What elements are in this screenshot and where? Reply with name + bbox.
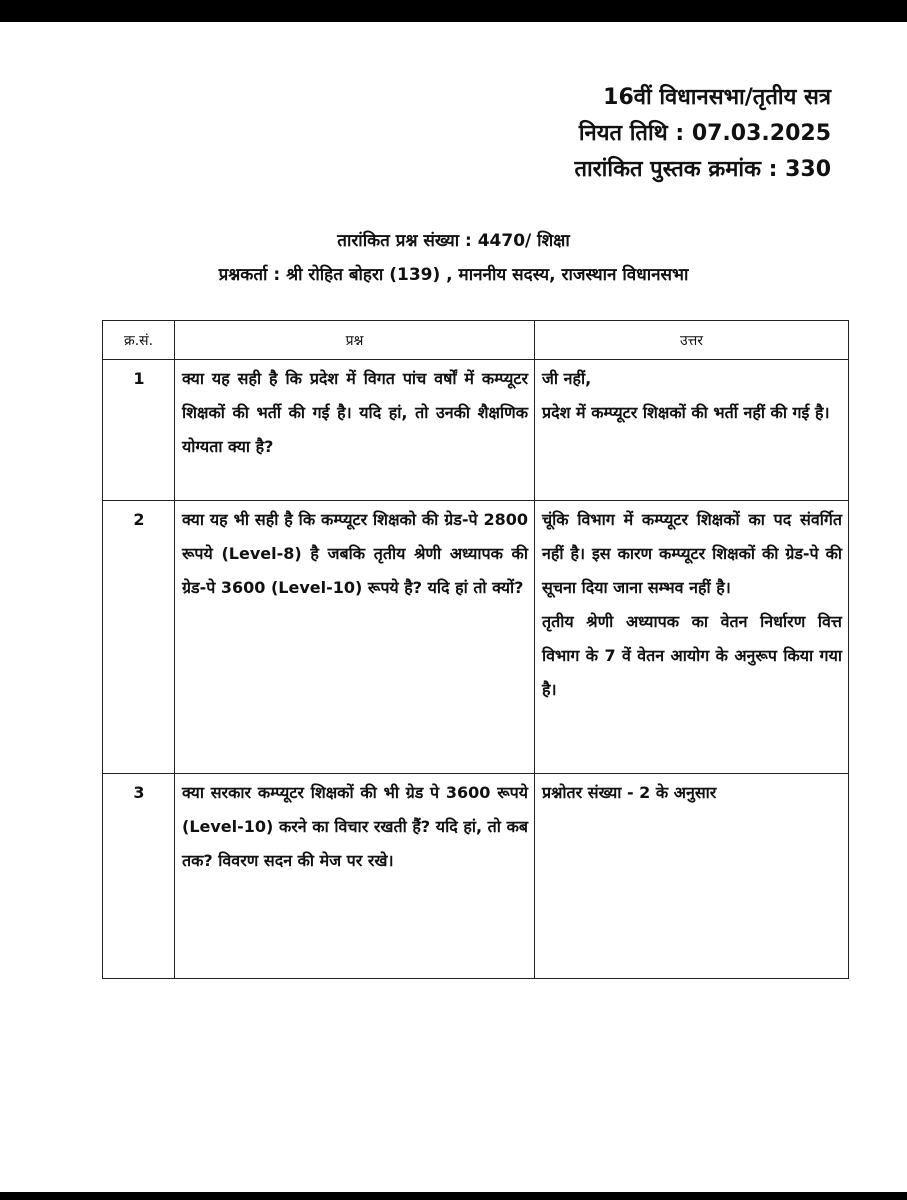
answer-line: प्रश्नोतर संख्या - 2 के अनुसार — [542, 783, 717, 802]
answer-line: प्रदेश में कम्प्यूटर शिक्षकों की भर्ती नहीं की गई है। — [542, 403, 830, 422]
answer-cell — [535, 360, 849, 501]
document-header — [574, 80, 831, 188]
answer-line: चूंकि विभाग में कम्प्यूटर शिक्षकों का पद संवर्गित नहीं है। इस कारण कम्प्यूटर शिक्षकों की ग्रेड-पे की सूचना दिया जाना सम्भव नहीं है। — [542, 510, 842, 597]
top-border — [0, 0, 907, 22]
header-answer: उत्तर — [535, 321, 849, 360]
question-answer-table — [102, 320, 849, 979]
scheduled-date: नियत तिथि : 07.03.2025 — [578, 121, 831, 146]
table-row — [103, 360, 849, 501]
answer-cell — [535, 774, 849, 979]
question-cell: क्या यह भी सही है कि कम्प्यूटर शिक्षको की ग्रेड-पे 2800 रूपये (Level-8) है जबकि तृतीय श्रेणी अध्यापक की ग्रेड-पे 3600 (Level-10) रूपये है? यदि हां तो क्यों? — [175, 501, 535, 774]
question-title: तारांकित प्रश्न संख्या : 4470/ शिक्षा — [337, 231, 570, 251]
header-question: प्रश्न — [175, 321, 535, 360]
row-number: 2 — [103, 501, 175, 774]
answer-line: जी नहीं, — [542, 369, 592, 388]
table-header-row — [103, 321, 849, 360]
row-number: 1 — [103, 360, 175, 501]
question-cell: क्या यह सही है कि प्रदेश में विगत पांच वर्षों में कम्प्यूटर शिक्षकों की भर्ती की गई है। यदि हां, तो उनकी शैक्षणिक योग्यता क्या है? — [175, 360, 535, 501]
answer-line: तृतीय श्रेणी अध्यापक का वेतन निर्धारण वित्त विभाग के 7 वें वेतन आयोग के अनुरूप किया गया है। — [542, 612, 842, 699]
table-row — [103, 501, 849, 774]
question-cell: क्या सरकार कम्प्यूटर शिक्षकों की भी ग्रेड पे 3600 रूपये (Level-10) करने का विचार रखती हैं? यदि हां, तो कब तक? विवरण सदन की मेज पर रखे। — [175, 774, 535, 979]
bottom-border — [0, 1192, 907, 1200]
book-number: तारांकित पुस्तक क्रमांक : 330 — [574, 157, 831, 182]
row-number: 3 — [103, 774, 175, 979]
session-label: 16वीं विधानसभा/तृतीय सत्र — [603, 85, 831, 110]
table-row — [103, 774, 849, 979]
questioner-line: प्रश्नकर्ता : श्री रोहित बोहरा (139) , माननीय सदस्य, राजस्थान विधानसभा — [218, 265, 689, 285]
header-serial: क्र.सं. — [103, 321, 175, 360]
answer-cell — [535, 501, 849, 774]
